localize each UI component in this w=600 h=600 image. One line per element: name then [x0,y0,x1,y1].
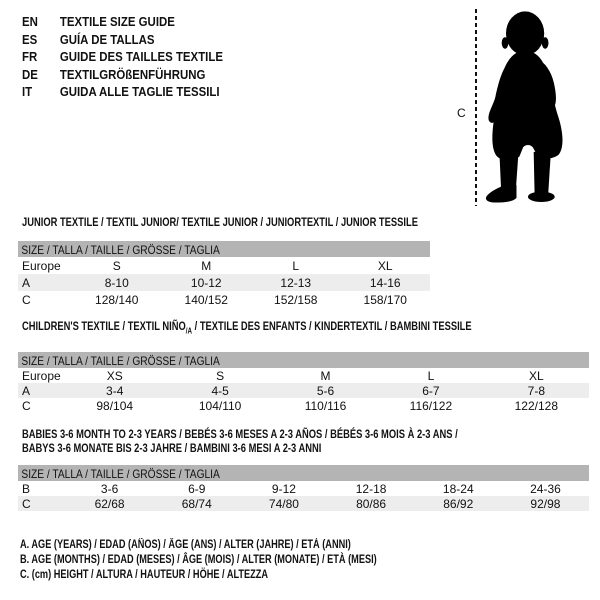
table-cell: 14-16 [369,275,401,290]
table-cell: 12-13 [280,275,312,290]
table-cell: 110/116 [304,398,347,413]
table-title-line2: BABYS 3-6 MONATE BIS 2-3 JAHRE / BAMBINI 3-6 MESI A 2-3 ANNI [22,441,322,455]
table-cell: S [112,258,121,273]
size-header-bar [18,352,589,368]
language-label: GUÍA DE TALLAS [59,31,155,47]
table-row [18,481,589,496]
childrens-textile-table [18,319,589,413]
table-row [18,496,589,511]
table-rows [18,481,589,511]
gender-subscript: /A [185,326,193,336]
language-label: TEXTILE SIZE GUIDE [59,14,175,29]
row-label: B [22,481,31,496]
table-cell: M [201,258,212,273]
table-cell: 4-5 [211,383,229,398]
row-label: C [22,496,31,511]
table-cell: 68/74 [181,496,212,511]
language-code: ES [22,31,38,47]
table-cell: 18-24 [442,481,474,496]
table-rows [18,257,430,308]
table-row [18,398,589,413]
babies-textile-table [18,427,589,511]
table-cell: 8-10 [104,275,129,290]
table-cell: L [427,368,435,383]
table-cell: 3-4 [106,383,124,398]
table-title [22,427,464,455]
table-cell: 74/80 [268,496,299,511]
footnote-line: A. AGE (YEARS) / EDAD (AÑOS) / ÂGE (ANS) / ALTER (JAHRE) / ETÀ (ANNI) [20,539,351,551]
table-cell: 12-18 [355,481,387,496]
row-label: A [22,275,31,290]
table-cell: XL [377,258,393,273]
table-cell: 80/86 [356,496,387,511]
table-cell: 9-12 [271,481,296,496]
table-title: CHILDREN'S TEXTILE / TEXTIL $NIÑO_{/A}$ / TEXTILE DES ENFANTS / KINDERTEXTIL / BAMBINI TESSILE [22,319,472,336]
table-cell: 104/110 [198,398,242,413]
table-row [18,383,589,398]
table-cell: 3-6 [100,481,119,496]
table-row [18,257,430,274]
height-measure-label: C [457,106,466,120]
table-cell: 140/152 [184,292,228,307]
table-cell: L [292,258,300,273]
language-code: DE [22,66,38,82]
toddler-silhouette-icon [484,7,570,206]
language-guide-list [22,13,223,101]
table-row [18,291,430,308]
footnote-line: B. AGE (MONTHS) / EDAD (MESES) / ÂGE (MOIS) / ALTER (MONATE) / ETÀ (MESI) [20,554,377,567]
table-title: JUNIOR TEXTILE / TEXTIL JUNIOR/ TEXTILE JUNIOR / JUNIORTEXTIL / JUNIOR TESSILE [22,215,418,229]
size-header-bar [18,465,589,481]
table-cell: XL [528,368,544,383]
table-cell: 6-7 [422,383,440,398]
table-cell: 158/170 [363,292,407,307]
row-label: A [22,383,31,398]
language-code: EN [22,14,38,29]
table-cell: XS [106,368,123,383]
table-cell: 128/140 [95,292,139,307]
footnotes [20,538,377,584]
table-cell: 62/68 [94,496,125,511]
table-row [18,368,589,383]
language-row [22,66,223,84]
row-label: C [22,292,31,307]
language-row [22,13,223,31]
table-cell: 6-9 [188,481,206,496]
language-label: GUIDE DES TAILLES TEXTILE [59,49,223,65]
height-dashed-line [475,9,477,206]
table-cell: 98/104 [96,398,134,413]
language-label: GUIDA ALLE TAGLIE TESSILI [59,84,220,100]
language-label: TEXTILGRÖßENFÜHRUNG [59,66,206,82]
language-row [22,31,223,49]
table-cell: 92/98 [530,496,561,511]
junior-textile-table [18,215,430,308]
table-cell: 116/122 [409,398,453,413]
language-row [22,48,223,66]
size-header-label: SIZE / TALLA / TAILLE / GRÖSSE / TAGLIA [21,354,220,369]
table-title-line1: BABIES 3-6 MONTH TO 2-3 YEARS / BEBÉS 3-6 MESES A 2-3 AÑOS / BÉBÉS 3-6 MOIS À 2-3 ANS / [22,427,458,441]
table-cell: 5-6 [316,383,335,398]
table-rows [18,368,589,413]
table-cell: 7-8 [527,383,545,398]
table-cell: 24-36 [530,481,561,496]
row-label: Europe [22,258,61,273]
language-code: IT [22,84,33,100]
language-code: FR [22,49,38,65]
footnote-line: C. (cm) HEIGHT / ALTURA / HAUTEUR / HÖHE / ALTEZZA [20,569,269,582]
table-cell: 152/158 [274,292,318,307]
row-label: C [22,398,31,413]
table-cell: M [320,368,331,383]
table-cell: 10-12 [190,275,222,290]
size-header-bar [18,241,430,257]
table-cell: 86/92 [443,496,474,511]
table-cell: 122/128 [514,398,559,413]
table-cell: S [216,368,225,383]
language-row [22,83,223,101]
table-row [18,274,430,291]
size-header-label: SIZE / TALLA / TAILLE / GRÖSSE / TAGLIA [21,467,220,481]
size-header-label: SIZE / TALLA / TAILLE / GRÖSSE / TAGLIA [21,243,220,257]
row-label: Europe [22,368,61,383]
